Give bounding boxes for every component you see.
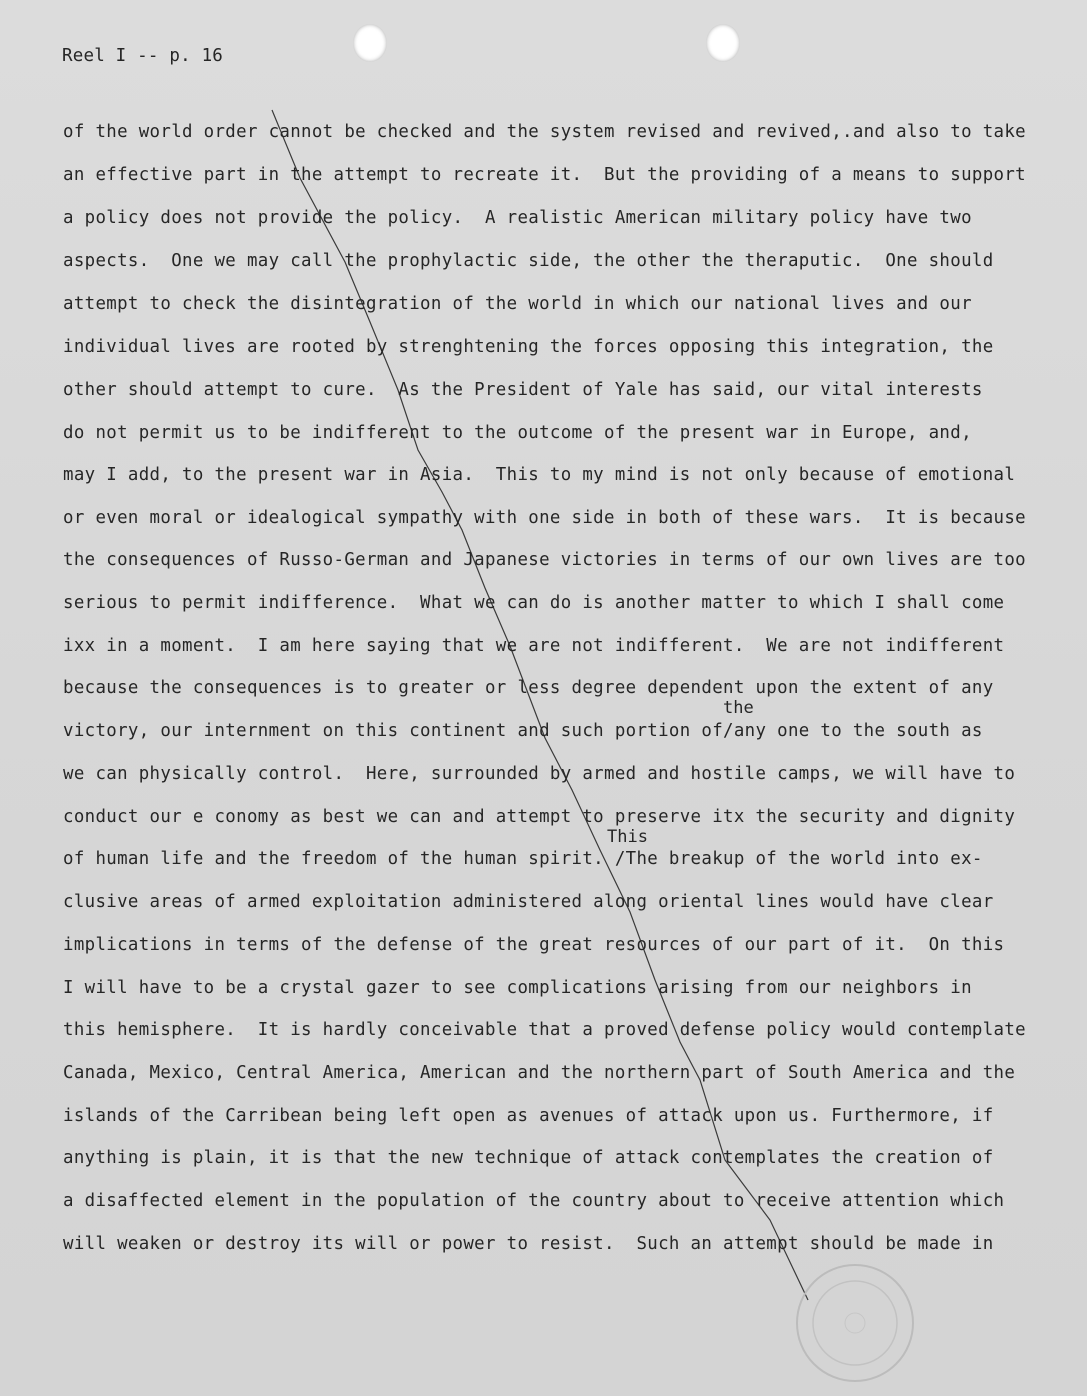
text-line: of human life and the freedom of the human spirit. /The breakup of the world into ex- <box>63 849 983 869</box>
text-line: attempt to check the disintegration of the world in which our national lives and our <box>63 294 972 314</box>
text-line: ixx in a moment. I am here saying that we are not indifferent. We are not indifferent <box>63 636 1005 656</box>
page-reference: Reel I -- p. 16 <box>62 46 224 66</box>
text-line: a disaffected element in the population of the country about to receive attention which <box>63 1191 1005 1211</box>
text-line: or even moral or idealogical sympathy with one side in both of these wars. It is because <box>63 508 1026 528</box>
text-line: the consequences of Russo-German and Japanese victories in terms of our own lives are too <box>63 550 1026 570</box>
text-line: implications in terms of the defense of the great resources of our part of it. On this <box>63 935 1005 955</box>
text-line: will weaken or destroy its will or power to resist. Such an attempt should be made in <box>63 1234 994 1254</box>
text-line: this hemisphere. It is hardly conceivable that a proved defense policy would contemplate <box>63 1020 1026 1040</box>
text-line: I will have to be a crystal gazer to see complications arising from our neighbors in <box>63 978 972 998</box>
text-line: conduct our e conomy as best we can and attempt to preserve itx the security and dignity <box>63 807 1016 827</box>
interlinear-insertion-the: the <box>723 698 754 718</box>
text-line: victory, our internment on this continent and such portion of/any one to the south as <box>63 721 983 741</box>
text-line: aspects. One we may call the prophylactic side, the other the theraputic. One should <box>63 251 994 271</box>
interlinear-insertion-this: This <box>607 827 648 847</box>
text-line: other should attempt to cure. As the President of Yale has said, our vital interests <box>63 380 983 400</box>
text-line: Canada, Mexico, Central America, American and the northern part of South America and the <box>63 1063 1016 1083</box>
text-line: serious to permit indifference. What we can do is another matter to which I shall come <box>63 593 1005 613</box>
text-line: anything is plain, it is that the new technique of attack contemplates the creation of <box>63 1148 994 1168</box>
text-line: do not permit us to be indifferent to the outcome of the present war in Europe, and, <box>63 423 972 443</box>
text-line: clusive areas of armed exploitation administered along oriental lines would have clear <box>63 892 994 912</box>
text-line: of the world order cannot be checked and the system revised and revived,.and also to take <box>63 122 1026 142</box>
text-line: a policy does not provide the policy. A realistic American military policy have two <box>63 208 972 228</box>
text-line: an effective part in the attempt to recreate it. But the providing of a means to support <box>63 165 1026 185</box>
text-line: islands of the Carribean being left open as avenues of attack upon us. Furthermore, if <box>63 1106 994 1126</box>
text-line: individual lives are rooted by strenghtening the forces opposing this integration, the <box>63 337 994 357</box>
text-line: we can physically control. Here, surrounded by armed and hostile camps, we will have to <box>63 764 1016 784</box>
text-line: because the consequences is to greater or less degree dependent upon the extent of any <box>63 678 994 698</box>
text-line: may I add, to the present war in Asia. This to my mind is not only because of emotional <box>63 465 1016 485</box>
